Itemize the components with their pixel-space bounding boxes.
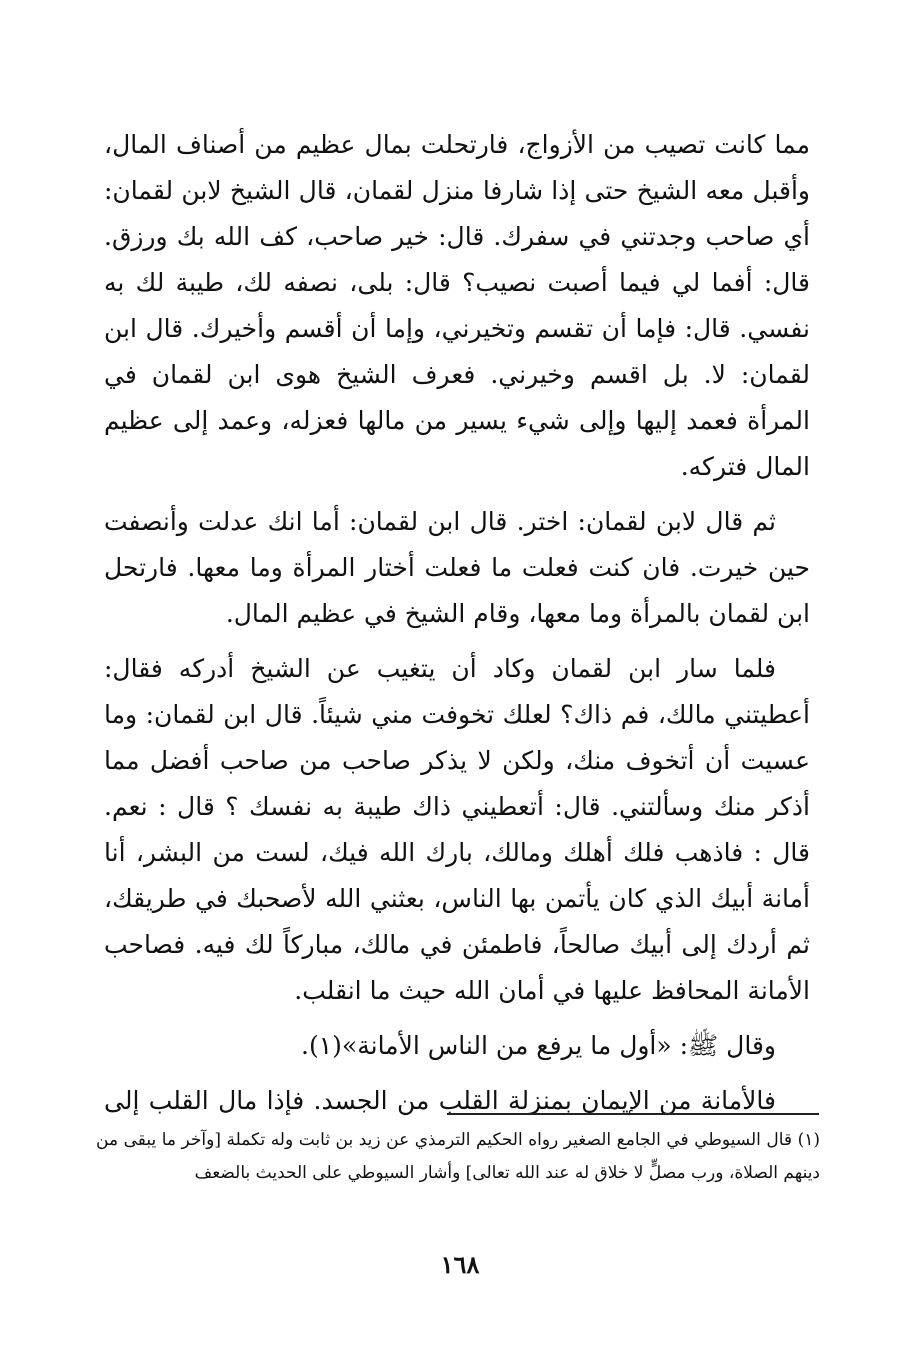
main-text <box>104 122 810 1133</box>
footnote-text: (١) قال السيوطي في الجامع الصغير رواه الحكيم الترمذي عن زيد بن ثابت وله تكملة [وآخر ما يبقى من دينهم الصلاة، ورب مصلٍّ لا خلاق له عند الله تعالى] وأشار السيوطي على الحديث بالضعف <box>96 1130 820 1183</box>
paragraph-3: فلما سار ابن لقمان وكاد أن يتغيب عن الشيخ أدركه فقال: أعطيتني مالك، فم ذاك؟ لعلك تخوفت مني شيئاً. قال ابن لقمان: وما عسيت أن أتخوف منك، ولكن لا يذكر صاحب من صاحب أفضل مما أذكر منك وسألتني. قال: أتعطيني ذاك طيبة به نفسك ؟ قال : نعم. قال : فاذهب فلك أهلك ومالك، بارك الله فيك، لست من البشر، أنا أمانة أبيك الذي كان يأتمن بها الناس، بعثني الله لأصحبك في طريقك، ثم أردك إلى أبيك صالحاً، فاطمئن في مالك، مباركاً لك فيه. فصاحب الأمانة المحافظ عليها في أمان الله حيث ما انقلب. <box>104 654 810 1005</box>
footnote-divider <box>447 1113 819 1115</box>
paragraph-5: فالأمانة من الإيمان بمنزلة القلب من الجسد. فإذا مال القلب إلى <box>104 1086 776 1115</box>
footnote <box>96 1124 820 1190</box>
page-number: ١٦٨ <box>440 1250 480 1279</box>
paragraph-4: وقال ﷺ: «أول ما يرفع من الناس الأمانة»(١). <box>301 1031 776 1060</box>
paragraph-1: مما كانت تصيب من الأزواج، فارتحلت بمال عظيم من أصناف المال، وأقبل معه الشيخ حتى إذا شارفا منزل لقمان، قال الشيخ لابن لقمان: أي صاحب وجدتني في سفرك. قال: خير صاحب، كف الله بك ورزق. قال: أفما لي فيما أصبت نصيب؟ قال: بلى، نصفه لك، طيبة لك به نفسي. قال: فإما أن تقسم وتخيرني، وإما أن أقسم وأخيرك. قال ابن لقمان: لا. بل اقسم وخيرني. فعرف الشيخ هوى ابن لقمان في المرأة فعمد إليها وإلى شيء يسير من مالها فعزله، وعمد إلى عظيم المال فتركه. <box>104 130 810 481</box>
paragraph-2: ثم قال لابن لقمان: اختر. قال ابن لقمان: أما انك عدلت وأنصفت حين خيرت. فان كنت فعلت ما فعلت أختار المرأة وما معها. فارتحل ابن لقمان بالمرأة وما معها، وقام الشيخ في عظيم المال. <box>104 507 810 628</box>
